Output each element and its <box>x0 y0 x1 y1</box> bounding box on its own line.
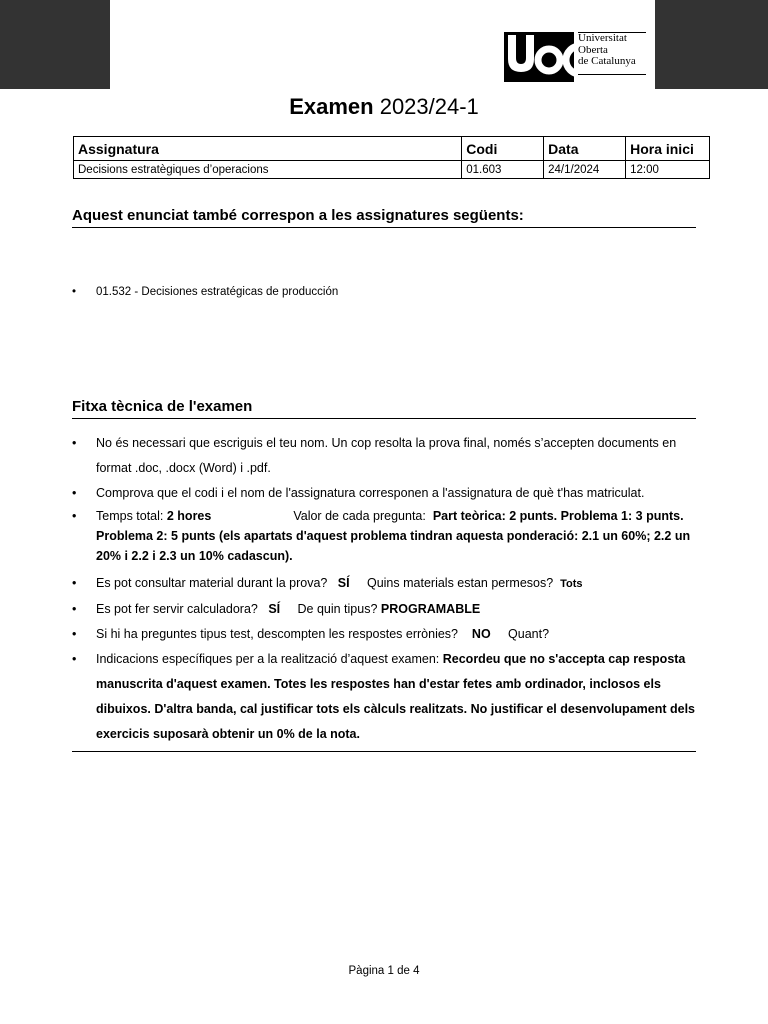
instructions-text: Recordeu que no s'accepta cap resposta manuscrita d'aquest examen. Totes les respostes han d'estar fetes amb ordinador, inclosos els dibuixos. D'altra banda, cal justificar tots els càlculs realitzats. No justificar el desenvolupament dels exercicis suposarà obtenir un 0% de la nota. <box>96 652 695 741</box>
question-value-label: Valor de cada pregunta: <box>293 509 426 523</box>
header-data: Data <box>544 137 626 161</box>
instructions-label: Indicacions específiques per a la realització d’aquest examen: <box>96 652 440 666</box>
list-item-material <box>72 571 700 597</box>
header-assignatura: Assignatura <box>74 137 462 161</box>
logo-line-1: Universitat <box>578 32 627 44</box>
cell-data: 24/1/2024 <box>544 161 626 179</box>
question-value: Part teòrica: 2 punts. Problema 1: 3 punts. Problema 2: 5 punts (els apartats d'aquest problema tindran aquesta ponderació: 2.1 un 60%; 2.2 un 20% i 2.2 i 2.3 un 10% cadascun). <box>96 509 691 563</box>
materials-allowed-question: Quins materials estan permesos? <box>366 576 554 590</box>
calculator-answer: SÍ <box>268 602 281 616</box>
list-item-code-check: • Comprova que el codi i el nom de l'assignatura corresponen a l'assignatura de què t'has matriculat. <box>72 481 700 506</box>
exam-info-table <box>73 136 710 179</box>
time-label: Temps total: <box>96 509 164 523</box>
test-question: Si hi ha preguntes tipus test, descompten les respostes errònies? <box>96 627 459 641</box>
cell-assignatura: Decisions estratègiques d’operacions <box>74 161 462 179</box>
uoc-logo-mark-icon <box>504 32 574 82</box>
cell-codi: 01.603 <box>462 161 544 179</box>
uoc-logo <box>504 32 646 82</box>
table-header-row <box>74 137 710 161</box>
test-answer: NO <box>471 627 491 641</box>
list-item: • 01.532 - Decisiones estratégicas de producción <box>72 284 700 300</box>
list-item-documents: • No és necessari que escriguis el teu nom. Un cop resolta la prova final, només s’accepten documents en format .doc, .docx (Word) i .pdf. <box>72 431 700 481</box>
list-item-instructions <box>72 647 700 747</box>
list-item-calculator <box>72 597 700 622</box>
other-subjects-list <box>72 284 700 300</box>
exam-title <box>0 94 768 120</box>
calculator-type-question: De quin tipus? <box>297 602 378 616</box>
logo-line-2: Oberta <box>578 43 608 56</box>
header-hora-inici: Hora inici <box>626 137 710 161</box>
header-corner-block-right <box>655 0 768 89</box>
header-corner-block-left <box>0 0 110 89</box>
logo-bottom-rule <box>578 74 646 75</box>
list-item-time-value <box>72 506 700 566</box>
tech-sheet-list <box>72 431 700 747</box>
time-value: 2 hores <box>166 509 212 523</box>
other-subjects-heading: Aquest enunciat també correspon a les assignatures següents: <box>72 207 696 228</box>
tech-sheet-heading: Fitxa tècnica de l'examen <box>72 398 696 419</box>
exam-title-period: 2023/24-1 <box>379 94 479 119</box>
calculator-type-answer: PROGRAMABLE <box>380 602 481 616</box>
header-codi: Codi <box>462 137 544 161</box>
material-answer: SÍ <box>337 576 350 590</box>
calculator-question: Es pot fer servir calculadora? <box>96 602 258 616</box>
page-number: Pàgina 1 de 4 <box>348 965 420 977</box>
table-row <box>74 161 710 179</box>
logo-wordmark <box>578 33 646 68</box>
list-item-test-questions <box>72 622 700 647</box>
exam-title-bold: Examen <box>289 94 374 119</box>
section-end-divider <box>72 751 696 752</box>
logo-line-3: de Catalunya <box>578 55 636 67</box>
test-amount-question: Quant? <box>508 627 550 641</box>
material-question: Es pot consultar material durant la prova? <box>96 576 328 590</box>
cell-hora-inici: 12:00 <box>626 161 710 179</box>
materials-allowed-answer: Tots <box>560 578 583 590</box>
